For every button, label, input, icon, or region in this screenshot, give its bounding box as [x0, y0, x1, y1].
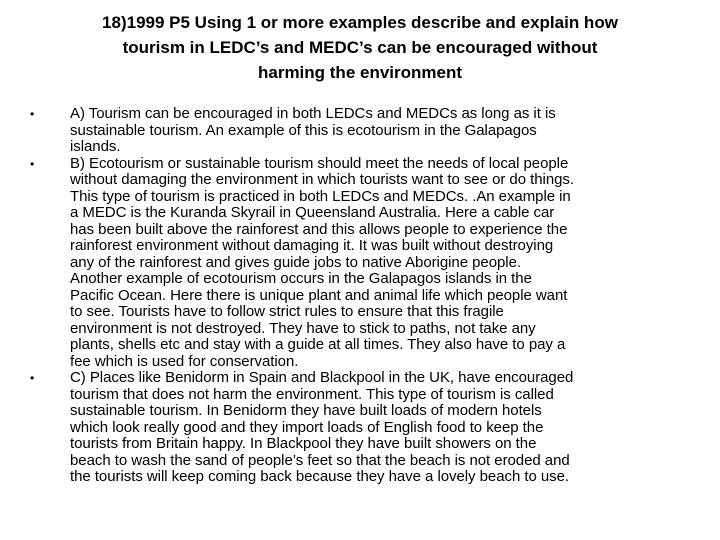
bullet-line: Pacific Ocean. Here there is unique plant and animal life which people want	[70, 286, 568, 304]
title-line: harming the environment	[257, 63, 463, 82]
bullet-line: environment is not destroyed. They have to stick to paths, not take any	[70, 319, 536, 337]
bullet-dot-icon: •	[30, 156, 35, 171]
bullet-line: which look really good and they import loads of English food to keep the	[70, 418, 544, 436]
bullet-line: beach to wash the sand of people’s feet so that the beach is not eroded and	[70, 451, 570, 469]
bullet-line: sustainable tourism. In Benidorm they have built loads of modern hotels	[70, 402, 542, 419]
title-line: tourism in LEDC’s and MEDC’s can be encouraged without	[122, 38, 598, 57]
bullet-line: C) Places like Benidorm in Spain and Blackpool in the UK, have encouraged	[70, 369, 574, 386]
bullet-dot-icon: •	[30, 371, 35, 385]
bullet-line: sustainable tourism. An example of this is ecotourism in the Galapagos	[70, 121, 537, 139]
bullet-line: to see. Tourists have to follow strict rules to ensure that this fragile	[70, 303, 504, 320]
bullet-line: tourism that does not harm the environment. This type of tourism is called	[70, 385, 554, 403]
bullet-item-c	[28, 370, 714, 486]
bullet-line: rainforest environment without damaging it. It was built without destroying	[70, 237, 554, 254]
bullet-list	[28, 106, 714, 486]
bullet-line: Another example of ecotourism occurs in the Galapagos islands in the	[70, 270, 532, 287]
bullet-line: tourists from Britain happy. In Blackpool they have built showers on the	[70, 435, 537, 452]
bullet-line: has been built above the rainforest and this allows people to experience the	[70, 220, 568, 238]
bullet-line: without damaging the environment in which tourists want to see or do things.	[70, 171, 574, 188]
bullet-line: any of the rainforest and gives guide jobs to native Aborigine people.	[70, 253, 521, 271]
bullet-line: plants, shells etc and stay with a guide at all times. They also have to pay a	[70, 336, 566, 353]
bullet-dot-icon: •	[30, 107, 35, 121]
bullet-line: B) Ecotourism or sustainable tourism should meet the needs of local people	[70, 154, 569, 172]
bullet-line: This type of tourism is practiced in both LEDCs and MEDCs. .An example in	[70, 187, 571, 205]
title-line: 18)1999 P5 Using 1 or more examples describe and explain how	[102, 13, 618, 32]
bullet-line: A) Tourism can be encouraged in both LEDCs and MEDCs as long as it is	[70, 105, 556, 122]
bullet-item-a	[28, 106, 714, 156]
bullet-item-b	[28, 156, 714, 371]
bullet-line: a MEDC is the Kuranda Skyrail in Queensland Australia. Here a cable car	[70, 204, 555, 221]
bullet-line: islands.	[70, 138, 121, 155]
slide-title	[40, 10, 680, 85]
bullet-line: the tourists will keep coming back because they have a lovely beach to use.	[70, 468, 570, 485]
bullet-line: fee which is used for conservation.	[70, 352, 299, 370]
